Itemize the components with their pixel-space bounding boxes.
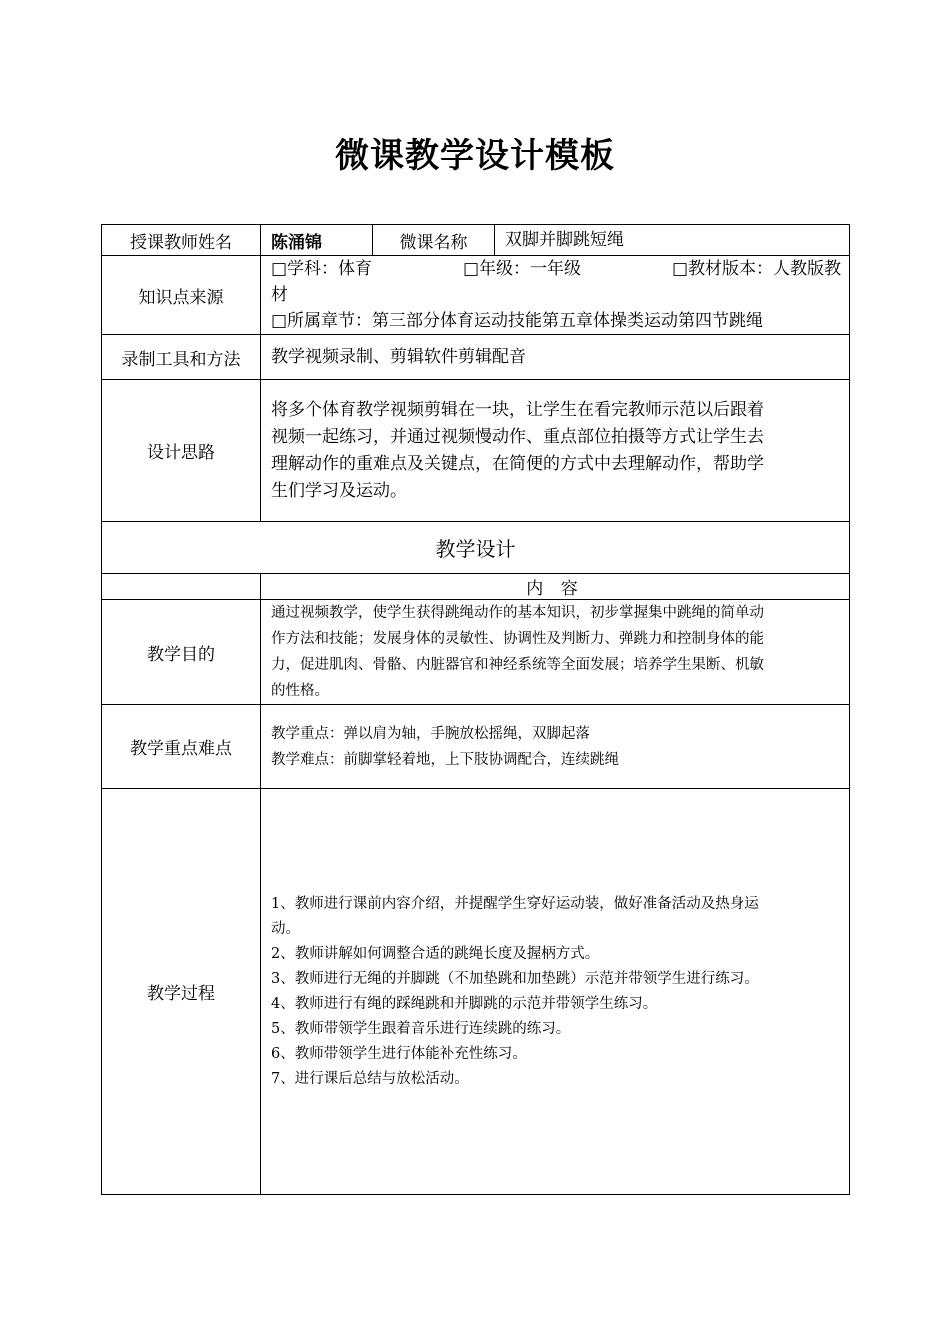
objective-content xyxy=(261,600,850,705)
objective-line: 力，促进肌肉、骨骼、内脏器官和神经系统等全面发展；培养学生果断、机敏 xyxy=(271,657,764,673)
source-label: 知识点来源 xyxy=(102,256,261,335)
objective-label: 教学目的 xyxy=(102,600,261,705)
tools-label: 录制工具和方法 xyxy=(102,335,261,380)
objective-line: 的性格。 xyxy=(271,683,329,699)
design-line: 理解动作的重难点及关键点，在简便的方式中去理解动作，帮助学 xyxy=(271,453,764,474)
process-step: 3、教师进行无绳的并脚跳（不加垫跳和加垫跳）示范并带领学生进行练习。 xyxy=(271,970,759,987)
chapter-checkbox-item: □所属章节：第三部分体育运动技能第五章体操类运动第四节跳绳 xyxy=(271,311,764,331)
design-content xyxy=(261,380,850,522)
course-label: 微课名称 xyxy=(373,225,495,256)
objective-line: 通过视频教学，使学生获得跳绳动作的基本知识，初步掌握集中跳绳的简单动 xyxy=(271,605,764,621)
teacher-name: 陈涌锦 xyxy=(261,225,373,256)
process-step: 7、进行课后总结与放松活动。 xyxy=(271,1070,469,1087)
keypoints-label: 教学重点难点 xyxy=(102,705,261,789)
teaching-focus: 教学重点：弹以肩为轴，手腕放松摇绳，双脚起落 xyxy=(271,725,590,742)
process-row xyxy=(102,789,850,1195)
empty-cell xyxy=(102,574,261,600)
process-step: 5、教师带领学生跟着音乐进行连续跳的练习。 xyxy=(271,1020,571,1037)
design-line: 视频一起练习，并通过视频慢动作、重点部位拍摄等方式让学生去 xyxy=(271,426,764,447)
objective-line: 作方法和技能；发展身体的灵敏性、协调性及判断力、弹跳力和控制身体的能 xyxy=(271,631,764,647)
subject-checkbox-item: □学科：体育 xyxy=(271,259,373,279)
tools-value: 教学视频录制、剪辑软件剪辑配音 xyxy=(261,335,850,380)
design-label: 设计思路 xyxy=(102,380,261,522)
design-line: 将多个体育教学视频剪辑在一块，让学生在看完教师示范以后跟着 xyxy=(271,399,764,420)
teaching-difficulty: 教学难点：前脚掌轻着地，上下肢协调配合，连续跳绳 xyxy=(271,751,619,768)
design-line: 生们学习及运动。 xyxy=(271,480,407,501)
teacher-label: 授课教师姓名 xyxy=(102,225,261,256)
edition-checkbox-item: □教材版本：人教版教 xyxy=(671,259,841,279)
source-content xyxy=(261,256,850,335)
header-row xyxy=(102,225,850,256)
edition-continuation: 材 xyxy=(271,285,288,305)
design-row xyxy=(102,380,850,522)
grade-checkbox-item: □年级：一年级 xyxy=(462,259,582,279)
section-row xyxy=(102,522,850,574)
content-header-row xyxy=(102,574,850,600)
objective-row xyxy=(102,600,850,705)
lesson-design-table xyxy=(101,224,850,1195)
keypoints-row xyxy=(102,705,850,789)
process-step: 1、教师进行课前内容介绍，并提醒学生穿好运动装，做好准备活动及热身运 xyxy=(271,895,759,912)
course-name: 双脚并脚跳短绳 xyxy=(495,225,850,256)
process-step: 动。 xyxy=(271,920,300,937)
process-step: 4、教师进行有绳的踩绳跳和并脚跳的示范并带领学生练习。 xyxy=(271,995,658,1012)
content-header: 内 容 xyxy=(261,574,850,600)
process-content xyxy=(261,789,850,1195)
keypoints-content xyxy=(261,705,850,789)
process-label: 教学过程 xyxy=(102,789,261,1195)
section-title: 教学设计 xyxy=(102,522,850,574)
process-step: 6、教师带领学生进行体能补充性练习。 xyxy=(271,1045,527,1062)
process-step: 2、教师讲解如何调整合适的跳绳长度及握柄方式。 xyxy=(271,945,600,962)
tools-row xyxy=(102,335,850,380)
page-title: 微课教学设计模板 xyxy=(335,136,615,176)
source-row xyxy=(102,256,850,335)
